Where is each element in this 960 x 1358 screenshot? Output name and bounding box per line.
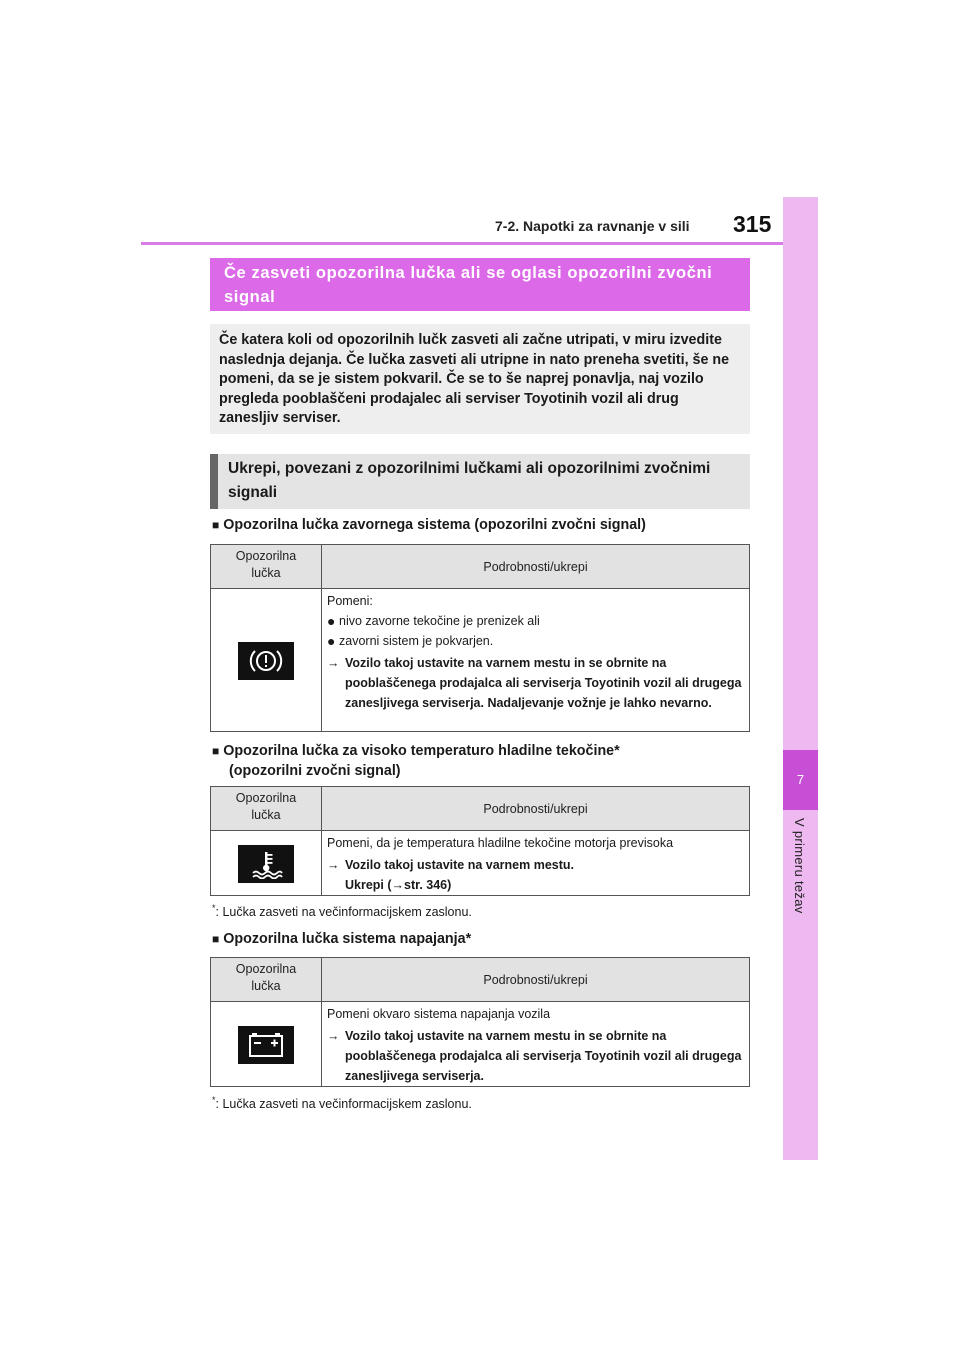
table-header-light: Opozorilna lučka [211, 787, 322, 830]
table-header-details: Podrobnosti/ukrepi [483, 972, 588, 987]
brake-warning-table [210, 544, 750, 732]
brake-warning-icon [238, 642, 294, 680]
table-header-light: Opozorilna lučka [211, 545, 322, 588]
details-cell: Pomeni, da je temperatura hladilne tekočine motorja previsoka → Vozilo takoj ustavite na varnem mestu. Ukrepi (→str. 346) [322, 831, 749, 896]
table-header-light: Opozorilna lučka [211, 958, 322, 1001]
section-brake-title: ■ Opozorilna lučka zavornega sistema (opozorilni zvočni signal) [212, 517, 646, 533]
section-marker: ■ [212, 744, 220, 758]
icon-cell [211, 831, 322, 896]
chapter-label: V primeru težav [792, 818, 807, 914]
charging-warning-table [210, 957, 750, 1087]
section-coolant-title: ■ Opozorilna lučka za visoko temperaturo hladilne tekočine* (opozorilni zvočni signal) [212, 743, 620, 779]
table-row [211, 589, 749, 732]
header-divider [141, 242, 783, 245]
footnote: *: Lučka zasveti na večinformacijskem zaslonu. [212, 903, 472, 920]
chapter-number-tab[interactable]: 7 [783, 750, 818, 810]
section-marker: ■ [212, 932, 220, 946]
details-cell: Pomeni okvaro sistema napajanja vozila → Vozilo takoj ustavite na varnem mestu in se obrnite na pooblaščenega prodajalca ali serviserja Toyotinih vozil ali drugega zanesljivega serviserja. [322, 1002, 749, 1087]
action-text: → Vozilo takoj ustavite na varnem mestu in se obrnite na pooblaščenega prodajalca ali serviserja Toyotinih vozil ali drugega zanesljivega serviserja. Nadaljevanje vožnje je lahko nevarno. [327, 656, 742, 710]
icon-cell [211, 589, 322, 732]
footnote: *: Lučka zasveti na večinformacijskem zaslonu. [212, 1095, 472, 1112]
table-row [211, 1002, 749, 1087]
table-header [211, 958, 749, 1002]
battery-charging-icon [238, 1026, 294, 1064]
page-number: 315 [733, 211, 772, 237]
intro-text: Če katera koli od opozorilnih lučk zasveti ali začne utripati, v miru izvedite naslednja dejanja. Če lučka zasveti ali utripne in nato preneha svetiti, še ne pomeni, da se je sistem pokvaril. Če se to še naprej ponavlja, naj vozilo pregleda pooblaščeni prodajalec ali serviser Toyotinih vozil ali drug zanesljiv serviser. [210, 324, 750, 434]
table-header-details: Podrobnosti/ukrepi [483, 801, 588, 816]
action-text: → Vozilo takoj ustavite na varnem mestu in se obrnite na pooblaščenega prodajalca ali serviserja Toyotinih vozil ali drugega zanesljivega serviserja. [327, 1029, 742, 1083]
table-row [211, 831, 749, 896]
coolant-warning-table [210, 786, 750, 896]
icon-cell [211, 1002, 322, 1087]
details-cell: Pomeni: ● nivo zavorne tekočine je prenizek ali ● zavorni sistem je pokvarjen. → Vozilo takoj ustavite na varnem mestu in se obrnite na pooblaščenega prodajalca ali serviserja Toyotinih vozil ali drugega zanesljivega serviserja. Nadaljevanje vožnje je lahko nevarno. [322, 589, 749, 732]
coolant-temperature-icon [238, 845, 294, 883]
side-tab-top [783, 197, 818, 750]
table-header-details: Podrobnosti/ukrepi [483, 559, 588, 574]
list-item: ● zavorni sistem je pokvarjen. [327, 633, 494, 649]
action-text: → Vozilo takoj ustavite na varnem mestu. Ukrepi (→str. 346) [327, 858, 575, 892]
table-header [211, 787, 749, 831]
sub-heading: Ukrepi, povezani z opozorilnimi lučkami ali opozorilnimi zvočnimi signali [210, 454, 750, 509]
main-heading: Če zasveti opozorilna lučka ali se oglasi opozorilni zvočni signal [210, 258, 750, 311]
list-item: ● nivo zavorne tekočine je prenizek ali [327, 613, 540, 629]
section-title: 7-2. Napotki za ravnanje v sili [495, 218, 690, 234]
table-header [211, 545, 749, 589]
section-charging-title: ■ Opozorilna lučka sistema napajanja* [212, 931, 472, 947]
section-marker: ■ [212, 518, 220, 532]
